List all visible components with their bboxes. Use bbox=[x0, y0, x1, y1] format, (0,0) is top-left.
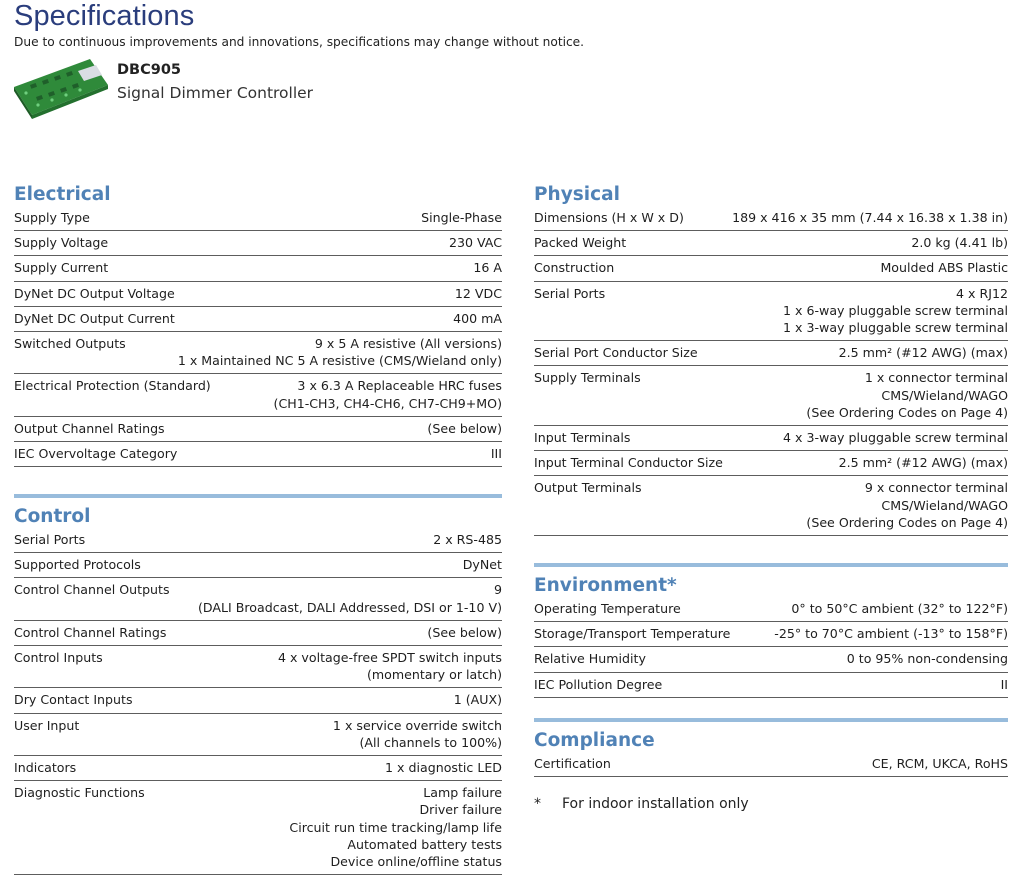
electrical-table bbox=[14, 206, 502, 467]
spec-value-line: Moulded ABS Plastic bbox=[880, 260, 1008, 276]
product-code: DBC905 bbox=[117, 62, 181, 78]
spec-value bbox=[783, 429, 1008, 446]
spec-label: Certification bbox=[534, 756, 611, 771]
spec-value-line: 1 x service override switch bbox=[332, 717, 502, 733]
spec-value-line: Lamp failure bbox=[423, 785, 502, 801]
spec-value bbox=[732, 209, 1008, 226]
spec-value bbox=[1001, 676, 1008, 693]
spec-value bbox=[433, 531, 502, 548]
spec-label: Indicators bbox=[14, 760, 77, 776]
spec-value-line: 0° to 50°C ambient (32° to 122°F) bbox=[791, 601, 1008, 616]
spec-row bbox=[14, 256, 502, 281]
spec-row bbox=[14, 528, 502, 553]
spec-value-line: III bbox=[490, 446, 502, 462]
spec-value-line: 400 mA bbox=[453, 310, 502, 326]
spec-value-line: (CH1-CH3, CH4-CH6, CH7-CH9+MO) bbox=[273, 395, 502, 411]
spec-value bbox=[385, 759, 502, 776]
product-board-image bbox=[12, 57, 110, 121]
spec-label: Dry Contact Inputs bbox=[14, 692, 133, 708]
spec-label: Output Terminals bbox=[534, 480, 642, 496]
section-divider bbox=[534, 718, 1008, 722]
spec-value bbox=[333, 717, 502, 751]
spec-value bbox=[806, 369, 1008, 421]
spec-row bbox=[534, 341, 1008, 366]
spec-row bbox=[14, 646, 502, 688]
spec-row bbox=[14, 578, 502, 620]
spec-value bbox=[774, 625, 1008, 642]
spec-value-line: Circuit run time tracking/lamp life bbox=[289, 819, 502, 835]
spec-row bbox=[534, 622, 1008, 647]
spec-row bbox=[534, 476, 1008, 536]
environment-table bbox=[534, 597, 1008, 698]
spec-row bbox=[14, 374, 502, 416]
spec-label: Packed Weight bbox=[534, 235, 627, 251]
spec-value-line: 3 x 6.3 A Replaceable HRC fuses bbox=[297, 378, 502, 394]
spec-value-line: 16 A bbox=[473, 260, 502, 276]
spec-row bbox=[534, 206, 1008, 231]
spec-value-line: CMS/Wieland/WAGO bbox=[881, 387, 1008, 403]
spec-label: Serial Ports bbox=[534, 285, 606, 301]
spec-row bbox=[14, 756, 502, 781]
spec-value bbox=[839, 344, 1008, 361]
spec-value-line: 4 x voltage-free SPDT switch inputs bbox=[277, 650, 502, 666]
spec-label: Supply Terminals bbox=[534, 370, 641, 386]
spec-value bbox=[783, 285, 1008, 337]
spec-value-line: DyNet bbox=[462, 557, 502, 573]
spec-row bbox=[534, 256, 1008, 281]
spec-row bbox=[14, 417, 502, 442]
environment-heading: Environment* bbox=[534, 575, 677, 596]
spec-value-line: 1 x 3-way pluggable screw terminal bbox=[783, 320, 1008, 336]
spec-value-line: (momentary or latch) bbox=[366, 667, 502, 683]
section-divider bbox=[534, 563, 1008, 567]
spec-row bbox=[14, 206, 502, 231]
spec-value bbox=[274, 377, 502, 411]
spec-value-line: (DALI Broadcast, DALI Addressed, DSI or 1-10 V) bbox=[198, 599, 502, 615]
spec-value-line: 1 x diagnostic LED bbox=[385, 760, 502, 776]
spec-value bbox=[427, 420, 502, 437]
control-heading: Control bbox=[14, 506, 91, 527]
spec-value-line: (All channels to 100%) bbox=[359, 734, 502, 750]
spec-row bbox=[14, 781, 502, 875]
spec-label: Construction bbox=[534, 260, 615, 276]
spec-value-line: -25° to 70°C ambient (-13° to 158°F) bbox=[774, 626, 1008, 642]
spec-value bbox=[847, 650, 1008, 667]
spec-value-line: Driver failure bbox=[419, 802, 502, 818]
spec-value bbox=[449, 234, 502, 251]
spec-value-line: 230 VAC bbox=[448, 235, 502, 251]
spec-value-line: CMS/Wieland/WAGO bbox=[881, 497, 1008, 513]
spec-value-line: 2.5 mm² (#12 AWG) (max) bbox=[838, 345, 1008, 361]
product-name: Signal Dimmer Controller bbox=[117, 84, 314, 102]
footnote-text: For indoor installation only bbox=[562, 796, 749, 812]
spec-value bbox=[455, 285, 502, 302]
spec-value bbox=[473, 259, 502, 276]
spec-value-line: (See Ordering Codes on Page 4) bbox=[806, 514, 1008, 530]
spec-label: Supply Current bbox=[14, 260, 109, 276]
spec-label: Control Inputs bbox=[14, 650, 103, 666]
electrical-section bbox=[14, 183, 502, 467]
spec-label: DyNet DC Output Voltage bbox=[14, 285, 175, 301]
spec-row bbox=[14, 688, 502, 713]
spec-row bbox=[534, 647, 1008, 672]
spec-row bbox=[14, 553, 502, 578]
spec-label: Input Terminals bbox=[534, 430, 631, 446]
spec-row bbox=[534, 366, 1008, 426]
compliance-section bbox=[534, 718, 1008, 777]
physical-heading: Physical bbox=[534, 184, 620, 205]
spec-value bbox=[911, 234, 1008, 251]
spec-value bbox=[806, 479, 1008, 531]
spec-value-line: 189 x 416 x 35 mm (7.44 x 16.38 x 1.38 in) bbox=[732, 210, 1008, 225]
spec-value-line: Automated battery tests bbox=[347, 836, 502, 852]
spec-label: Output Channel Ratings bbox=[14, 420, 165, 436]
spec-value bbox=[421, 209, 502, 226]
section-divider bbox=[14, 494, 502, 498]
spec-value-line: 4 x 3-way pluggable screw terminal bbox=[783, 430, 1008, 446]
spec-label: DyNet DC Output Current bbox=[14, 310, 175, 326]
spec-value bbox=[427, 624, 502, 641]
footnote-marker: * bbox=[534, 796, 541, 812]
spec-row bbox=[534, 451, 1008, 476]
spec-label: Supply Type bbox=[14, 210, 90, 225]
spec-label: Storage/Transport Temperature bbox=[534, 626, 731, 642]
spec-row bbox=[534, 426, 1008, 451]
control-section bbox=[14, 494, 502, 875]
spec-value-line: 1 (AUX) bbox=[453, 692, 502, 708]
spec-row bbox=[534, 752, 1008, 777]
spec-row bbox=[534, 597, 1008, 622]
environment-section bbox=[534, 563, 1008, 698]
spec-label: Supported Protocols bbox=[14, 557, 141, 573]
spec-label: Input Terminal Conductor Size bbox=[534, 455, 723, 471]
spec-value-line: 1 x connector terminal bbox=[864, 370, 1008, 386]
page-subtitle: Due to continuous improvements and innovations, specifications may change without notice. bbox=[14, 35, 585, 49]
spec-label: Switched Outputs bbox=[14, 336, 126, 352]
spec-value-line: II bbox=[1000, 676, 1008, 692]
spec-value-line: 1 x Maintained NC 5 A resistive (CMS/Wieland only) bbox=[177, 353, 502, 369]
spec-value-line: 2.5 mm² (#12 AWG) (max) bbox=[838, 455, 1008, 471]
spec-value-line: 9 bbox=[493, 582, 502, 598]
spec-label: Supply Voltage bbox=[14, 235, 109, 251]
spec-row bbox=[14, 442, 502, 467]
spec-label: Serial Ports bbox=[14, 532, 86, 547]
physical-section bbox=[534, 183, 1008, 536]
spec-value bbox=[463, 556, 502, 573]
spec-value bbox=[791, 600, 1008, 617]
spec-label: Dimensions (H x W x D) bbox=[534, 210, 684, 225]
spec-row bbox=[534, 231, 1008, 256]
spec-label: Diagnostic Functions bbox=[14, 785, 145, 801]
spec-row bbox=[14, 282, 502, 307]
page-title: Specifications bbox=[14, 0, 195, 32]
spec-value-line: 9 x connector terminal bbox=[864, 480, 1008, 496]
spec-value-line: 2 x RS-485 bbox=[433, 532, 502, 547]
spec-value-line: 4 x RJ12 bbox=[956, 285, 1008, 301]
spec-row bbox=[14, 714, 502, 756]
spec-row bbox=[14, 332, 502, 374]
spec-value bbox=[872, 755, 1008, 772]
spec-label: Relative Humidity bbox=[534, 651, 646, 667]
spec-value bbox=[491, 445, 502, 462]
spec-value bbox=[454, 691, 502, 708]
control-table bbox=[14, 528, 502, 875]
spec-label: IEC Overvoltage Category bbox=[14, 446, 178, 462]
physical-table bbox=[534, 206, 1008, 536]
spec-label: User Input bbox=[14, 717, 80, 733]
spec-label: Control Channel Ratings bbox=[14, 624, 167, 640]
spec-value bbox=[178, 335, 502, 369]
spec-value bbox=[453, 310, 502, 327]
spec-label: Control Channel Outputs bbox=[14, 582, 170, 598]
spec-value-line: (See below) bbox=[427, 420, 502, 436]
spec-value bbox=[839, 454, 1008, 471]
spec-row bbox=[14, 307, 502, 332]
footnote bbox=[534, 796, 749, 812]
spec-label: IEC Pollution Degree bbox=[534, 676, 663, 692]
spec-value bbox=[278, 649, 502, 683]
spec-value-line: 1 x 6-way pluggable screw terminal bbox=[783, 302, 1008, 318]
spec-label: Serial Port Conductor Size bbox=[534, 345, 698, 361]
electrical-heading: Electrical bbox=[14, 184, 111, 205]
spec-row bbox=[534, 282, 1008, 342]
spec-row bbox=[14, 231, 502, 256]
spec-value-line: CE, RCM, UKCA, RoHS bbox=[871, 756, 1008, 771]
compliance-table bbox=[534, 752, 1008, 777]
spec-row bbox=[534, 673, 1008, 698]
spec-value-line: Device online/offline status bbox=[330, 854, 502, 870]
spec-value bbox=[289, 784, 502, 870]
compliance-heading: Compliance bbox=[534, 730, 655, 751]
spec-value-line: (See below) bbox=[427, 624, 502, 640]
spec-value-line: 12 VDC bbox=[454, 285, 502, 301]
spec-row bbox=[14, 621, 502, 646]
spec-value bbox=[880, 259, 1008, 276]
spec-value-line: 0 to 95% non-condensing bbox=[846, 651, 1008, 667]
spec-value-line: 2.0 kg (4.41 lb) bbox=[911, 235, 1008, 251]
spec-value-line: (See Ordering Codes on Page 4) bbox=[806, 404, 1008, 420]
spec-label: Operating Temperature bbox=[534, 601, 681, 616]
spec-value-line: Single-Phase bbox=[421, 210, 502, 225]
spec-value-line: 9 x 5 A resistive (All versions) bbox=[314, 336, 502, 352]
spec-value bbox=[198, 581, 502, 615]
spec-label: Electrical Protection (Standard) bbox=[14, 378, 211, 394]
